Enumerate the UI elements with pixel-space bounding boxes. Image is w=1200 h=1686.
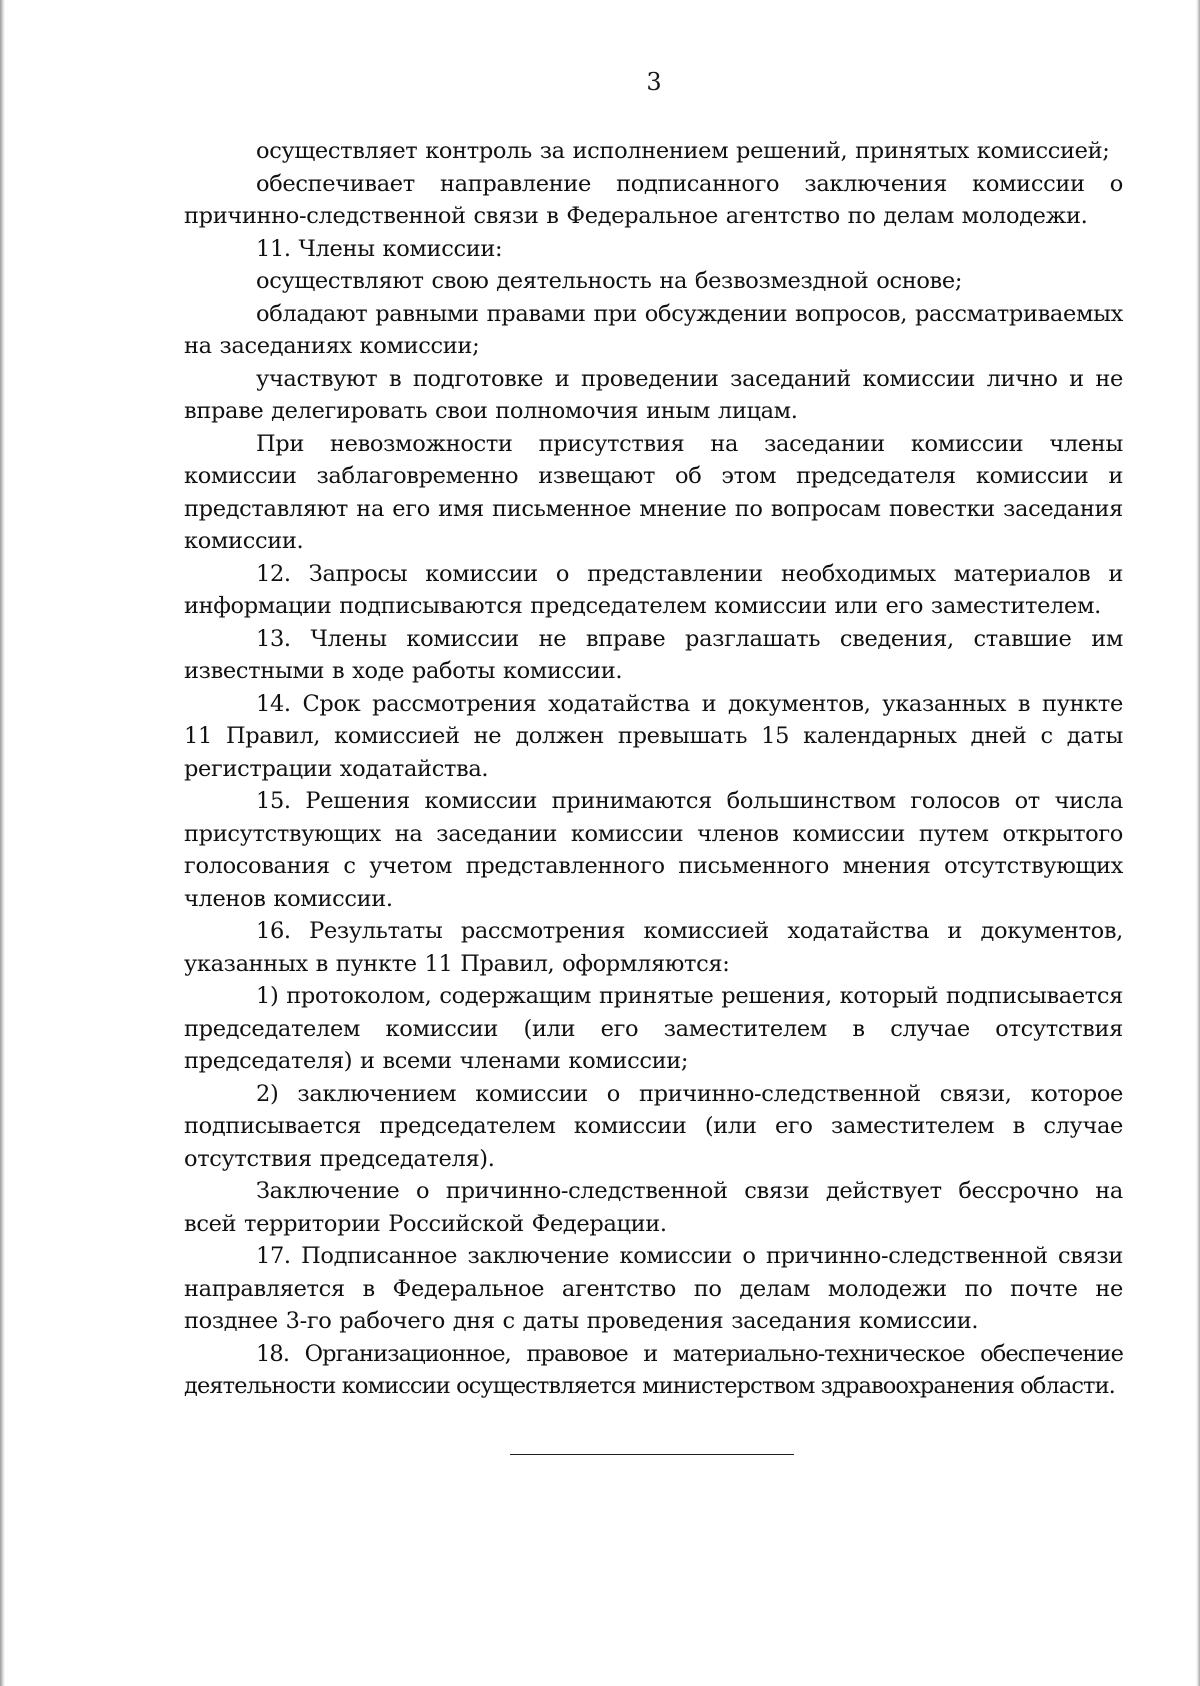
paragraph-control-execution: осуществляет контроль за исполнением решений, принятых комиссией; bbox=[256, 138, 1110, 164]
paragraph-conclusion-validity: Заключение о причинно-следственной связи действует бессрочно на всей территории Российской Федерации. bbox=[184, 1178, 1123, 1237]
paragraph-participate-personally: участвуют в подготовке и проведении заседаний комиссии лично и не вправе делегировать свои полномочия иным лицам. bbox=[184, 365, 1123, 424]
paragraph-item-16-protocol: 1) протоколом, содержащим принятые решения, который подписывается председателем комиссии (или его заместителем в случае отсутствия председателя) и всеми членами комиссии; bbox=[184, 983, 1123, 1074]
end-of-document-rule bbox=[510, 1454, 794, 1455]
paragraph-item-13: 13. Члены комиссии не вправе разглашать сведения, ставшие им известными в ходе работы комиссии. bbox=[184, 625, 1123, 684]
paragraph-send-conclusion: обеспечивает направление подписанного заключения комиссии о причинно-следственной связи в Федеральное агентство по делам молодежи. bbox=[184, 170, 1123, 229]
paragraph-item-14: 14. Срок рассмотрения ходатайства и документов, указанных в пункте 11 Правил, комиссией не должен превышать 15 календарных дней с даты регистрации ходатайства. bbox=[184, 690, 1123, 782]
page-number: 3 bbox=[646, 68, 662, 96]
paragraph-absence-notice: При невозможности присутствия на заседании комиссии члены комиссии заблаговременно извещают об этом председателя комиссии и представляют на его имя письменное мнение по вопросам повестки заседания комиссии. bbox=[184, 430, 1123, 554]
paragraph-item-16: 16. Результаты рассмотрения комиссией ходатайства и документов, указанных в пункте 11 Правил, оформляются: bbox=[184, 918, 1123, 977]
paragraph-unpaid-basis: осуществляют свою деятельность на безвозмездной основе; bbox=[256, 268, 963, 294]
paragraph-item-18: 18. Организационное, правовое и материально-техническое обеспечение деятельности комиссии осуществляется министерством здравоохранения области. bbox=[184, 1340, 1123, 1399]
paragraph-item-15: 15. Решения комиссии принимаются большинством голосов от числа присутствующих на заседании комиссии членов комиссии путем открытого голосования с учетом представленного письменного мнения отсутствующих членов комиссии. bbox=[184, 788, 1123, 912]
paragraph-item-11-heading: 11. Члены комиссии: bbox=[256, 235, 503, 262]
paragraph-item-17: 17. Подписанное заключение комиссии о причинно-следственной связи направляется в Федеральное агентство по делам молодежи по почте не позднее 3-го рабочего дня с даты проведения заседания комиссии. bbox=[184, 1243, 1123, 1334]
scan-edge-right bbox=[1196, 0, 1200, 1686]
document-body bbox=[184, 135, 1123, 1403]
paragraph-equal-rights: обладают равными правами при обсуждении вопросов, рассматриваемых на заседаниях комиссии; bbox=[184, 300, 1123, 359]
paragraph-item-12: 12. Запросы комиссии о представлении необходимых материалов и информации подписываются председателем комиссии или его заместителем. bbox=[184, 560, 1123, 619]
paragraph-item-16-conclusion: 2) заключением комиссии о причинно-следственной связи, которое подписывается председателем комиссии (или его заместителем в случае отсутствия председателя). bbox=[184, 1080, 1123, 1172]
scan-edge-left bbox=[0, 0, 5, 1686]
